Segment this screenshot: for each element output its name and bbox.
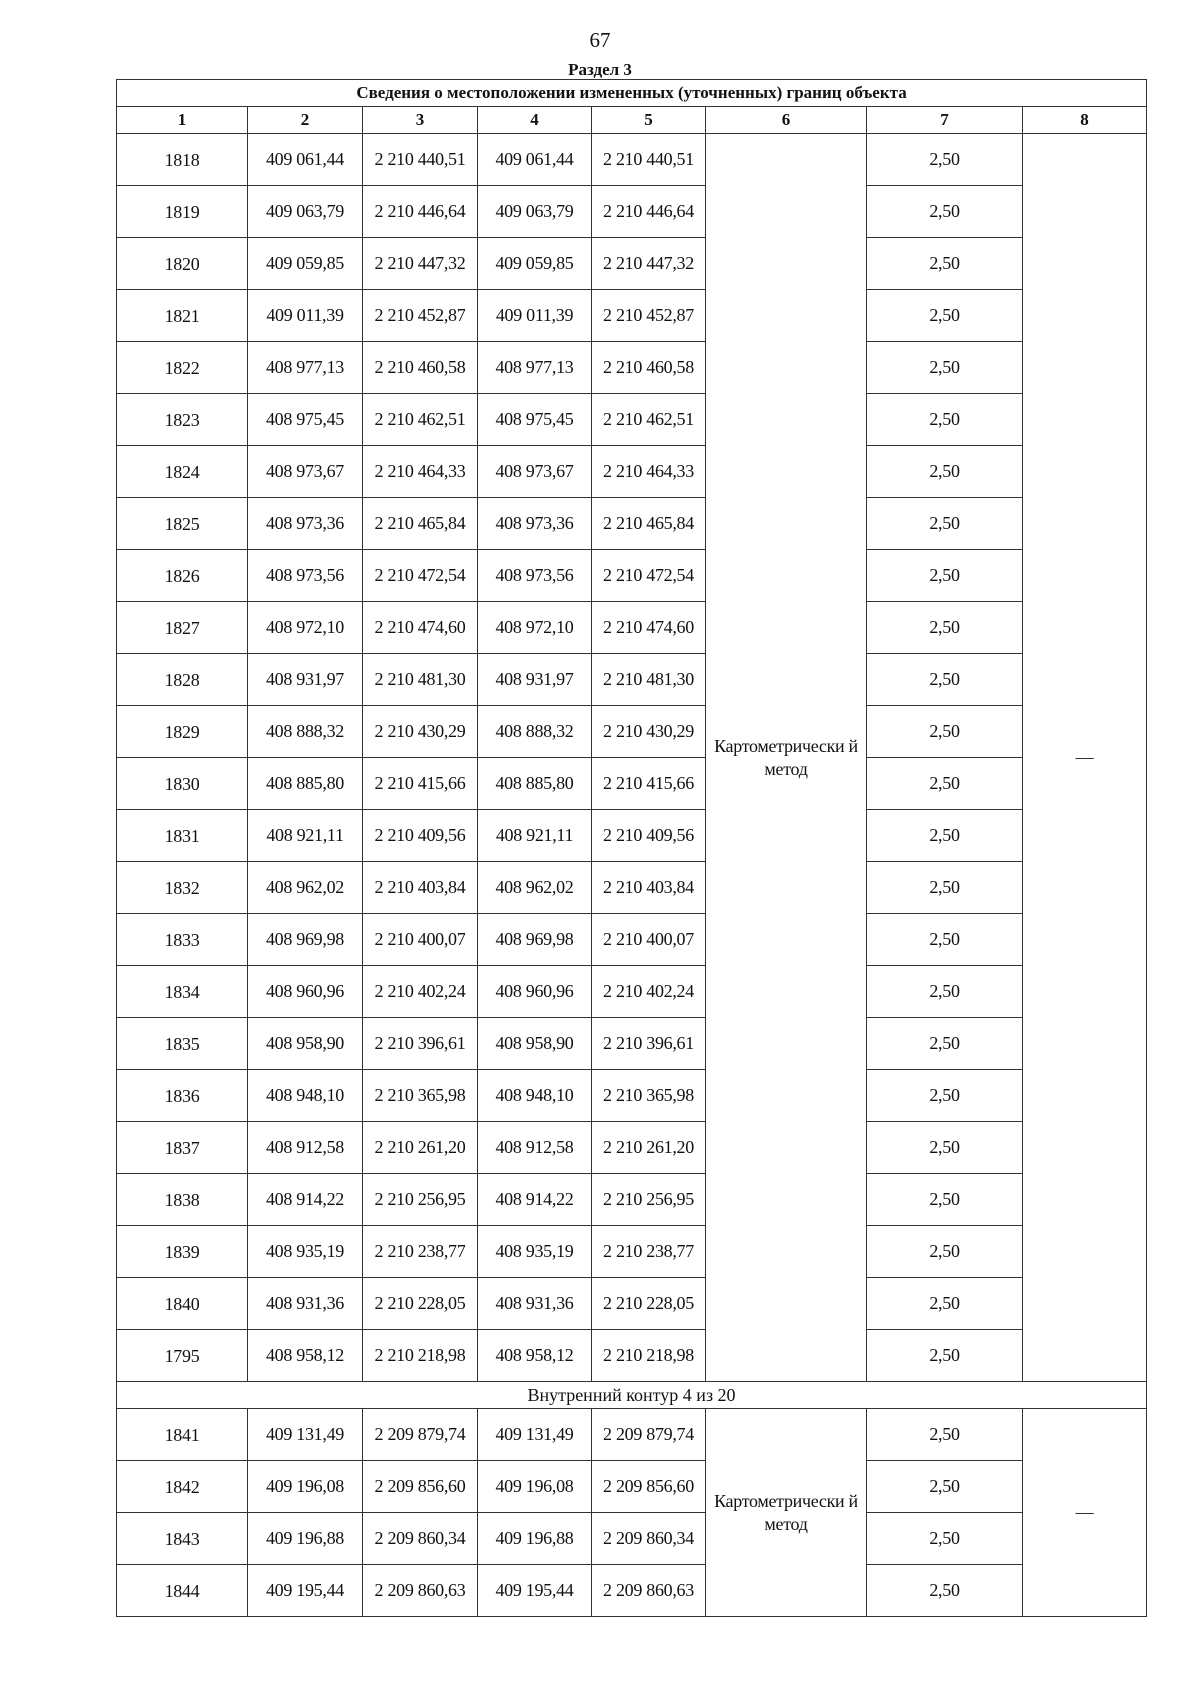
- table-row: [117, 914, 1147, 966]
- y-existing-cell: 2 210 447,32: [363, 238, 478, 290]
- y-existing-cell: 2 210 218,98: [363, 1330, 478, 1382]
- y-new-cell: 2 210 464,33: [592, 446, 706, 498]
- y-existing-cell: 2 210 415,66: [363, 758, 478, 810]
- y-existing-cell: 2 210 465,84: [363, 498, 478, 550]
- y-existing-cell: 2 210 474,60: [363, 602, 478, 654]
- point-number-cell: 1838: [117, 1174, 248, 1226]
- point-number-cell: 1819: [117, 186, 248, 238]
- x-existing-cell: 408 958,12: [248, 1330, 363, 1382]
- accuracy-cell: 2,50: [867, 810, 1023, 862]
- table-row: [117, 134, 1147, 186]
- table-row: [117, 602, 1147, 654]
- boundary-coordinates-table: [116, 79, 1147, 1617]
- accuracy-cell: 2,50: [867, 134, 1023, 186]
- table-row: [117, 654, 1147, 706]
- y-existing-cell: 2 210 365,98: [363, 1070, 478, 1122]
- x-existing-cell: 408 888,32: [248, 706, 363, 758]
- point-number-cell: 1828: [117, 654, 248, 706]
- x-new-cell: 409 195,44: [478, 1565, 592, 1617]
- x-existing-cell: 408 973,67: [248, 446, 363, 498]
- x-existing-cell: 408 973,56: [248, 550, 363, 602]
- table-row: [117, 1461, 1147, 1513]
- x-new-cell: 408 958,90: [478, 1018, 592, 1070]
- y-existing-cell: 2 210 481,30: [363, 654, 478, 706]
- x-new-cell: 408 973,56: [478, 550, 592, 602]
- x-existing-cell: 408 958,90: [248, 1018, 363, 1070]
- point-number-cell: 1821: [117, 290, 248, 342]
- point-number-cell: 1834: [117, 966, 248, 1018]
- point-number-cell: 1839: [117, 1226, 248, 1278]
- table-row: [117, 186, 1147, 238]
- x-existing-cell: 409 196,88: [248, 1513, 363, 1565]
- accuracy-cell: 2,50: [867, 602, 1023, 654]
- point-number-cell: 1826: [117, 550, 248, 602]
- table-row: [117, 1018, 1147, 1070]
- contour-label: Внутренний контур 4 из 20: [117, 1382, 1147, 1409]
- x-existing-cell: 408 948,10: [248, 1070, 363, 1122]
- point-number-cell: 1827: [117, 602, 248, 654]
- accuracy-cell: 2,50: [867, 1330, 1023, 1382]
- point-number-cell: 1835: [117, 1018, 248, 1070]
- x-existing-cell: 408 972,10: [248, 602, 363, 654]
- x-existing-cell: 408 914,22: [248, 1174, 363, 1226]
- y-new-cell: 2 210 402,24: [592, 966, 706, 1018]
- column-header-5: 5: [592, 107, 706, 134]
- accuracy-cell: 2,50: [867, 1174, 1023, 1226]
- y-new-cell: 2 209 856,60: [592, 1461, 706, 1513]
- x-new-cell: 409 059,85: [478, 238, 592, 290]
- x-existing-cell: 408 962,02: [248, 862, 363, 914]
- y-new-cell: 2 210 228,05: [592, 1278, 706, 1330]
- accuracy-cell: 2,50: [867, 914, 1023, 966]
- table-row: [117, 1278, 1147, 1330]
- x-new-cell: 409 131,49: [478, 1409, 592, 1461]
- y-existing-cell: 2 209 860,34: [363, 1513, 478, 1565]
- accuracy-cell: 2,50: [867, 1226, 1023, 1278]
- y-new-cell: 2 210 474,60: [592, 602, 706, 654]
- point-number-cell: 1841: [117, 1409, 248, 1461]
- point-number-cell: 1831: [117, 810, 248, 862]
- table-row: [117, 446, 1147, 498]
- y-new-cell: 2 210 403,84: [592, 862, 706, 914]
- y-new-cell: 2 209 860,34: [592, 1513, 706, 1565]
- accuracy-cell: 2,50: [867, 654, 1023, 706]
- y-new-cell: 2 210 452,87: [592, 290, 706, 342]
- table-row: [117, 1565, 1147, 1617]
- accuracy-cell: 2,50: [867, 238, 1023, 290]
- x-new-cell: 408 977,13: [478, 342, 592, 394]
- x-new-cell: 408 931,36: [478, 1278, 592, 1330]
- accuracy-cell: 2,50: [867, 706, 1023, 758]
- x-new-cell: 409 061,44: [478, 134, 592, 186]
- y-new-cell: 2 210 415,66: [592, 758, 706, 810]
- accuracy-cell: 2,50: [867, 290, 1023, 342]
- column-header-6: 6: [706, 107, 867, 134]
- y-existing-cell: 2 210 396,61: [363, 1018, 478, 1070]
- x-existing-cell: 409 059,85: [248, 238, 363, 290]
- point-number-cell: 1795: [117, 1330, 248, 1382]
- x-new-cell: 408 914,22: [478, 1174, 592, 1226]
- column-header-8: 8: [1023, 107, 1147, 134]
- table-caption: Сведения о местоположении измененных (уточненных) границ объекта: [117, 80, 1147, 107]
- x-existing-cell: 409 196,08: [248, 1461, 363, 1513]
- accuracy-cell: 2,50: [867, 1409, 1023, 1461]
- point-number-cell: 1832: [117, 862, 248, 914]
- accuracy-cell: 2,50: [867, 446, 1023, 498]
- method-cell: Картометрически й метод: [706, 1409, 867, 1617]
- accuracy-cell: 2,50: [867, 1513, 1023, 1565]
- x-new-cell: 409 196,88: [478, 1513, 592, 1565]
- x-new-cell: 409 011,39: [478, 290, 592, 342]
- y-existing-cell: 2 210 440,51: [363, 134, 478, 186]
- accuracy-cell: 2,50: [867, 498, 1023, 550]
- contour-label-row: [117, 1382, 1147, 1409]
- point-number-cell: 1836: [117, 1070, 248, 1122]
- y-new-cell: 2 210 440,51: [592, 134, 706, 186]
- x-new-cell: 408 931,97: [478, 654, 592, 706]
- y-new-cell: 2 209 879,74: [592, 1409, 706, 1461]
- y-existing-cell: 2 210 464,33: [363, 446, 478, 498]
- x-new-cell: 408 973,67: [478, 446, 592, 498]
- y-new-cell: 2 210 447,32: [592, 238, 706, 290]
- point-number-cell: 1822: [117, 342, 248, 394]
- y-existing-cell: 2 210 228,05: [363, 1278, 478, 1330]
- table-row: [117, 862, 1147, 914]
- y-new-cell: 2 210 462,51: [592, 394, 706, 446]
- x-new-cell: 408 921,11: [478, 810, 592, 862]
- table-row: [117, 394, 1147, 446]
- x-new-cell: 408 958,12: [478, 1330, 592, 1382]
- x-existing-cell: 408 935,19: [248, 1226, 363, 1278]
- y-new-cell: 2 210 465,84: [592, 498, 706, 550]
- y-existing-cell: 2 210 460,58: [363, 342, 478, 394]
- x-existing-cell: 408 885,80: [248, 758, 363, 810]
- y-existing-cell: 2 210 400,07: [363, 914, 478, 966]
- y-existing-cell: 2 210 238,77: [363, 1226, 478, 1278]
- point-number-cell: 1837: [117, 1122, 248, 1174]
- table-row: [117, 290, 1147, 342]
- accuracy-cell: 2,50: [867, 394, 1023, 446]
- y-new-cell: 2 210 472,54: [592, 550, 706, 602]
- x-existing-cell: 408 931,97: [248, 654, 363, 706]
- point-number-cell: 1829: [117, 706, 248, 758]
- y-new-cell: 2 210 261,20: [592, 1122, 706, 1174]
- x-existing-cell: 408 921,11: [248, 810, 363, 862]
- x-new-cell: 408 935,19: [478, 1226, 592, 1278]
- accuracy-cell: 2,50: [867, 1018, 1023, 1070]
- x-existing-cell: 408 977,13: [248, 342, 363, 394]
- y-new-cell: 2 210 400,07: [592, 914, 706, 966]
- x-existing-cell: 409 061,44: [248, 134, 363, 186]
- point-number-cell: 1833: [117, 914, 248, 966]
- y-new-cell: 2 210 409,56: [592, 810, 706, 862]
- table-row: [117, 758, 1147, 810]
- x-existing-cell: 408 931,36: [248, 1278, 363, 1330]
- point-number-cell: 1842: [117, 1461, 248, 1513]
- y-existing-cell: 2 210 462,51: [363, 394, 478, 446]
- y-existing-cell: 2 209 856,60: [363, 1461, 478, 1513]
- column-header-3: 3: [363, 107, 478, 134]
- accuracy-cell: 2,50: [867, 1461, 1023, 1513]
- accuracy-cell: 2,50: [867, 862, 1023, 914]
- section-title: Раздел 3: [568, 60, 632, 79]
- accuracy-cell: 2,50: [867, 1122, 1023, 1174]
- table-caption-row: [117, 80, 1147, 107]
- x-existing-cell: 408 973,36: [248, 498, 363, 550]
- x-new-cell: 408 969,98: [478, 914, 592, 966]
- y-existing-cell: 2 210 472,54: [363, 550, 478, 602]
- accuracy-cell: 2,50: [867, 1278, 1023, 1330]
- y-existing-cell: 2 209 860,63: [363, 1565, 478, 1617]
- y-new-cell: 2 210 460,58: [592, 342, 706, 394]
- table-row: [117, 550, 1147, 602]
- y-new-cell: 2 210 238,77: [592, 1226, 706, 1278]
- column-header-7: 7: [867, 107, 1023, 134]
- column-header-2: 2: [248, 107, 363, 134]
- table-row: [117, 966, 1147, 1018]
- point-number-cell: 1824: [117, 446, 248, 498]
- x-existing-cell: 408 960,96: [248, 966, 363, 1018]
- x-new-cell: 408 973,36: [478, 498, 592, 550]
- y-existing-cell: 2 210 430,29: [363, 706, 478, 758]
- column-header-4: 4: [478, 107, 592, 134]
- x-new-cell: 408 972,10: [478, 602, 592, 654]
- y-existing-cell: 2 210 261,20: [363, 1122, 478, 1174]
- accuracy-cell: 2,50: [867, 186, 1023, 238]
- y-new-cell: 2 210 256,95: [592, 1174, 706, 1226]
- table-row: [117, 498, 1147, 550]
- note-cell: —: [1023, 1409, 1147, 1617]
- x-existing-cell: 409 131,49: [248, 1409, 363, 1461]
- table-row: [117, 1330, 1147, 1382]
- y-new-cell: 2 210 446,64: [592, 186, 706, 238]
- table-row: [117, 1122, 1147, 1174]
- x-existing-cell: 408 912,58: [248, 1122, 363, 1174]
- accuracy-cell: 2,50: [867, 758, 1023, 810]
- y-existing-cell: 2 210 409,56: [363, 810, 478, 862]
- x-new-cell: 408 912,58: [478, 1122, 592, 1174]
- point-number-cell: 1843: [117, 1513, 248, 1565]
- point-number-cell: 1818: [117, 134, 248, 186]
- x-new-cell: 408 888,32: [478, 706, 592, 758]
- page-number: 67: [589, 28, 611, 52]
- point-number-cell: 1823: [117, 394, 248, 446]
- note-cell: —: [1023, 134, 1147, 1382]
- table-row: [117, 1226, 1147, 1278]
- point-number-cell: 1840: [117, 1278, 248, 1330]
- table-row: [117, 1174, 1147, 1226]
- table-row: [117, 1070, 1147, 1122]
- table-row: [117, 238, 1147, 290]
- y-new-cell: 2 210 218,98: [592, 1330, 706, 1382]
- table-body: [117, 134, 1147, 1617]
- table-row: [117, 342, 1147, 394]
- point-number-cell: 1844: [117, 1565, 248, 1617]
- x-existing-cell: 409 063,79: [248, 186, 363, 238]
- y-new-cell: 2 210 365,98: [592, 1070, 706, 1122]
- x-new-cell: 408 960,96: [478, 966, 592, 1018]
- x-new-cell: 408 962,02: [478, 862, 592, 914]
- x-existing-cell: 409 011,39: [248, 290, 363, 342]
- x-new-cell: 409 063,79: [478, 186, 592, 238]
- y-existing-cell: 2 210 446,64: [363, 186, 478, 238]
- y-existing-cell: 2 209 879,74: [363, 1409, 478, 1461]
- accuracy-cell: 2,50: [867, 1565, 1023, 1617]
- table-row: [117, 1513, 1147, 1565]
- x-existing-cell: 408 969,98: [248, 914, 363, 966]
- table-row: [117, 706, 1147, 758]
- y-existing-cell: 2 210 402,24: [363, 966, 478, 1018]
- accuracy-cell: 2,50: [867, 966, 1023, 1018]
- x-existing-cell: 408 975,45: [248, 394, 363, 446]
- method-cell: Картометрически й метод: [706, 134, 867, 1382]
- column-header-row: [117, 107, 1147, 134]
- x-new-cell: 409 196,08: [478, 1461, 592, 1513]
- table-row: [117, 1409, 1147, 1461]
- y-existing-cell: 2 210 403,84: [363, 862, 478, 914]
- y-new-cell: 2 210 430,29: [592, 706, 706, 758]
- column-header-1: 1: [117, 107, 248, 134]
- y-new-cell: 2 210 481,30: [592, 654, 706, 706]
- point-number-cell: 1820: [117, 238, 248, 290]
- accuracy-cell: 2,50: [867, 342, 1023, 394]
- table-row: [117, 810, 1147, 862]
- y-existing-cell: 2 210 452,87: [363, 290, 478, 342]
- x-new-cell: 408 975,45: [478, 394, 592, 446]
- y-new-cell: 2 209 860,63: [592, 1565, 706, 1617]
- x-new-cell: 408 948,10: [478, 1070, 592, 1122]
- accuracy-cell: 2,50: [867, 550, 1023, 602]
- point-number-cell: 1830: [117, 758, 248, 810]
- accuracy-cell: 2,50: [867, 1070, 1023, 1122]
- y-new-cell: 2 210 396,61: [592, 1018, 706, 1070]
- point-number-cell: 1825: [117, 498, 248, 550]
- x-new-cell: 408 885,80: [478, 758, 592, 810]
- x-existing-cell: 409 195,44: [248, 1565, 363, 1617]
- y-existing-cell: 2 210 256,95: [363, 1174, 478, 1226]
